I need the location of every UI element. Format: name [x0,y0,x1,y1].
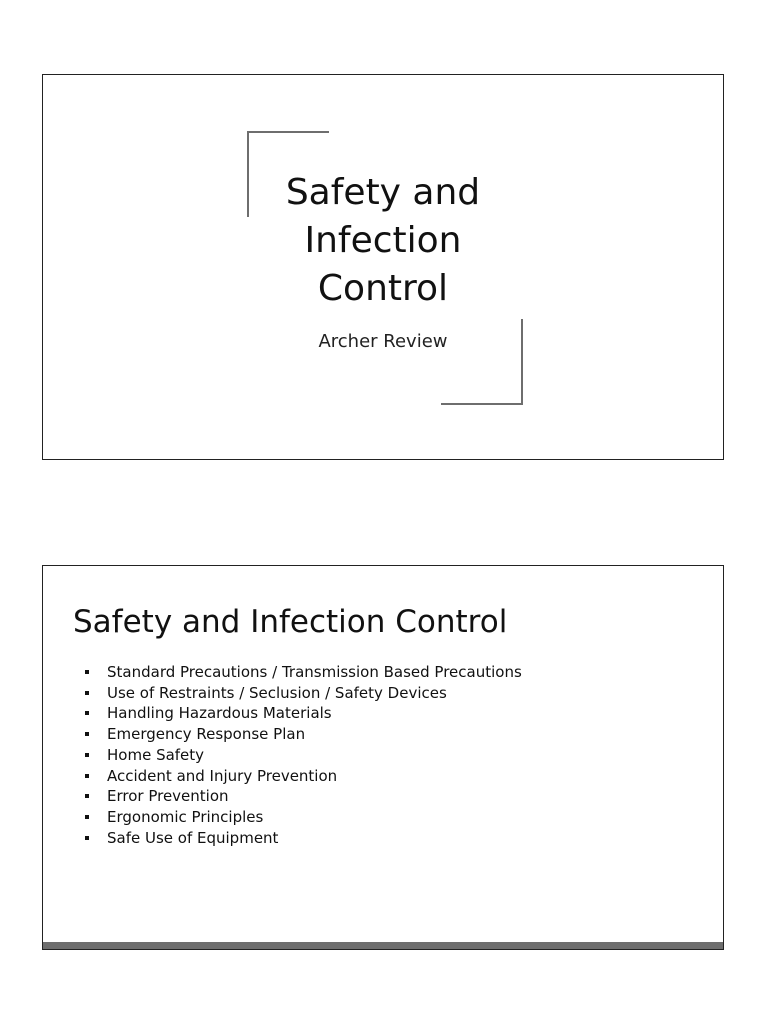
list-item-text: Handling Hazardous Materials [107,704,332,723]
content-slide [42,565,724,950]
slide-subtitle: Archer Review [318,331,448,352]
slide-title [43,169,723,313]
list-item-text: Accident and Injury Prevention [107,766,338,785]
slide-title-line: Control [317,268,449,309]
square-bullet-icon [85,753,89,757]
list-item [85,786,522,807]
square-bullet-icon [85,815,89,819]
list-item-text: Standard Precautions / Transmission Based Precautions [107,663,522,681]
list-item [85,766,522,787]
list-item [85,724,522,745]
list-item-text: Emergency Response Plan [107,725,306,744]
square-bullet-icon [85,711,89,715]
square-bullet-icon [85,670,89,674]
list-item [85,683,522,704]
slide-title-line: Infection [304,220,462,261]
list-item [85,662,522,683]
list-item [85,807,522,828]
content-slide-title: Safety and Infection Control [73,604,508,640]
list-item-text: Use of Restraints / Seclusion / Safety Devices [107,683,447,702]
list-item-text: Error Prevention [107,787,229,806]
list-item-text: Home Safety [107,745,205,764]
list-item [85,828,522,849]
square-bullet-icon [85,774,89,778]
list-item-text: Safe Use of Equipment [107,828,279,847]
title-slide [42,74,724,460]
bullet-list [85,662,522,848]
list-item [85,745,522,766]
list-item [85,703,522,724]
list-item-text: Ergonomic Principles [107,807,264,826]
square-bullet-icon [85,836,89,840]
square-bullet-icon [85,794,89,798]
square-bullet-icon [85,732,89,736]
footer-bar [43,942,723,949]
slide-title-line: Safety and [285,172,481,213]
square-bullet-icon [85,691,89,695]
